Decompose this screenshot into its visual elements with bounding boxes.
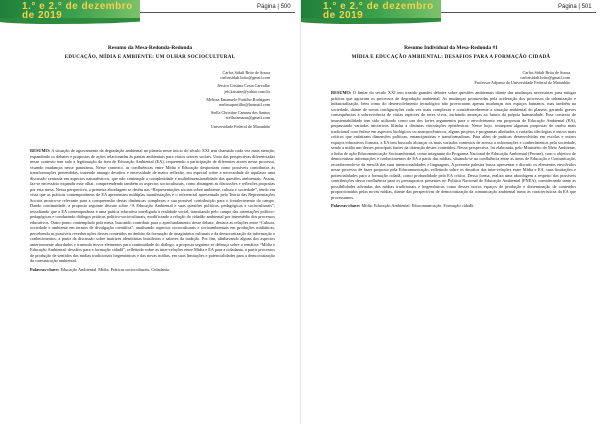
author xyxy=(206,70,270,80)
author-name: Carlos Sidali Brito de Sousa xyxy=(522,70,570,75)
author-email: carlossidali.brito@gmail.com xyxy=(220,75,270,81)
keywords-label: Palavras-chave: xyxy=(30,266,60,272)
authors-block xyxy=(206,70,270,129)
author-name: Stella Christine Camara dos Santos xyxy=(210,110,270,116)
author-name: Carlos Sidali Brito de Sousa xyxy=(222,70,270,75)
event-banner xyxy=(301,0,441,22)
page-number: Página | 500 xyxy=(257,4,291,10)
author-name: Melissa Emanuele Portilho Rodrigues xyxy=(206,96,270,102)
abstract-body xyxy=(331,90,576,209)
keywords-label: Palavras-chave: xyxy=(331,203,361,208)
authors-block xyxy=(474,70,570,86)
abstract-title: MÍDIA E EDUCAÇÃO AMBIENTAL: DESAFIOS PARA A FORMAÇÃO CIDADÃ xyxy=(351,55,551,60)
banner-text: 1.° e 2.° de dezembro de 2019 xyxy=(22,1,133,21)
keywords xyxy=(30,267,275,273)
author-email: stellacamaras@gmail.com xyxy=(225,115,270,121)
page-number: Página | 501 xyxy=(558,4,592,10)
abstract-label: RESUMO: xyxy=(331,90,352,95)
author-email: melissaportilho@hotmail.com xyxy=(219,102,270,108)
right-page xyxy=(300,0,600,424)
abstract-body xyxy=(30,148,275,272)
institution: Professor Adjunto da Universidade Federal do Maranhão xyxy=(474,80,570,86)
keywords-text: Mídia. Educação Ambiental. Educomunicação. Formação cidadã. xyxy=(361,203,474,208)
abstract-label: RESUMO: xyxy=(30,148,51,153)
institution: Universidade Federal do Maranhão xyxy=(210,123,270,129)
author xyxy=(206,110,270,120)
author xyxy=(206,83,270,93)
abstract-title: EDUCAÇÃO, MÍDIA E AMBIENTE: UM OLHAR SOCIOCULTURAL xyxy=(64,55,236,60)
header-rule xyxy=(441,12,596,13)
author-name: Jéssica Cristina Costa Carvalho xyxy=(217,83,270,89)
banner-text: 1.° e 2.° de dezembro de 2019 xyxy=(323,1,434,21)
author-email: jeh.kristine@yahoo.com.br xyxy=(224,88,270,94)
section-title: Resumo da Mesa-Redonda-Redonda xyxy=(107,45,193,51)
section-title: Resumo Individual da Mesa-Redonda #1 xyxy=(404,45,498,51)
keywords xyxy=(331,203,576,209)
abstract-text: A situação de agravamento da degradação ambiental no planeta neste início do século XXI tem chamado cada vez mais atenção, expandindo os debates e propostas de ações relacionadas às pautas ambientais para vários setores sociais. Uma das perspectivas diferenciadas nesse contexto tem sido a legitimação da área de Educação Ambiental (EA), requerendo a participação de diferentes atores nesse processo, visando mudanças nesse panorama. Nesse contexto, as confluências entre Mídia e Educação despontam como possíveis contributos às transformações pretendidas, trazendo amargo desafios e necessidade de maior reflexão, em especial sobre a necessidade de aquilatar uma discussão centrada em aspectos naturalísticos, que não contemple a complexidade e multidimensionalidade das questões ambientais. Assim, faz-se necessário expandir esse olhar, compreendendo também os aspectos socioculturais, como abrangem as discussões e reflexões propostas por esta mesa. Nessa perspectiva, a primeira abordagem se detém nas “Representações sociais sobre ambiente, cultura e sociedade”, tendo em vista que as práticas contemporâneas de EA apresentam múltiplas manifestações e o referencial apresentado pela Teoria das Representações Sociais mostra-se relevante para a compreensão destas dinâmicas complexas e sua possível contribuição para o fortalecimento do campo. Dando continuidade, a proposta seguinte discute sobre “A Educação Ambiental e suas questões políticas, pedagógicas e socioculturais”, ressaltando que a EA contemporânea é uma prática educativa interligada à realidade social, transitando pelo campo das orientações político-pedagógicas e conduzindo diálogos práticas político-socioculturais, modificando a relação do cidadão ambiental por intermédio dos processos educativos. Outro ponto contemplado pela mesa, buscando contribuir para o aprofundamento desse debate, destaca as relações entre “Cultura, sociedade e ambiente em termos de divulgação científica”, analisando aspectos socioculturais e socioambientais em produções midiáticas, percebendo as possíveis reverberações desses conteúdos no âmbito da formação de imaginários culturais e da democratização da informação e conhecimentos, a partir da discussão sobre matrizes identitárias brasileiras e saberes da tradição. Por fim, alinhavando alguns dos aspectos anteriormente abordados e trazendo novos elementos para continuidade do diálogo, a proposta seguinte se debruça sobre a temática “Mídia e Educação Ambiental: desafios para a formação cidadã”, refletindo sobre as inter-relações entre Mídia e EA para a cidadania, a partir processos de produção de sentidos das mídias tradicionais hegemônicas e das novas mídias, em suas limitações e potencialidades para a democratização da comunicação ambiental. xyxy=(30,148,275,263)
keywords-text: Educação Ambiental. Mídia. Práticas socioculturais. Cidadania. xyxy=(60,266,170,272)
abstract-text: O limiar do século XXI tem trazido grandes debates sobre questões ambientais diante das mudanças necessárias para mitigar práticas que agravam os processos de degradação ambiental. As mudanças promovidas pela aceleração dos processos de urbanização e industrialização, bem como do desenvolvimento tecnológico não provocaram apenas mudanças nos espaços humanos, mas também na sociedade, diante de novas configurações cada vez mais complexas e consideravelmente a situação ambiental do planeta, gerando graves consequências à sobrevivência de várias espécies de seres vivos, incluindo ameaças ao futuro da própria humanidade. Esse contexto de insustentabilidade tem sido utilizado como um dos fortes argumentos para o envolvimento em propostas de Educação Ambiental (EA), perpassando variadas iniciativas filiadas a distintas vinculações epistêmicas. Nesse bojo, irrompem algumas propostas de cunho mais tradicional com ênfase em aspectos biológicos ou antropocêntricos, alguns projetos e programas alinhados a variadas ideologias e outros mais críticos que enfatizam dimensões políticas, emancipatórias e transformadoras. Para além de práticas desenvolvidas em escolas e outros espaços educativos formais, a EA tem buscado alcançar os mais variados contextos de acesso a informações e conhecimentos pela sociedade, sendo a mídia um desses principais fontes da obtenção destes conteúdos. Nessa perspectiva, foi elaborada, pelo Ministério do Meio Ambiente, a linha de ação Educomunicação Socioambiental, como integrante do Programa Nacional de Educação Ambiental (Pronea), com o objetivo de democratizar informações e conhecimentos de EA a partir das mídias, situando-se na confluência entre as áreas de Educação e Comunicação, reconhecendo-se da mesclã das suas intencionalidades e linguagens. A presente palestra busca apresentar e discutir os elementos envolvidos nesse processo de fazer proposto pela Educomunicação, refletindo sobre os desafios das inter-relações entre Mídia e EA, suas limitações e potencialidades para a formação cidadã, como profundidade pela EA crítica. Dessa forma, realiza uma abordagem a respeito das possíveis contribuições dessa confluência para os pressupostos presentes no Política Nacional de Educação Ambiental (PNEA), considerando tanto as possibilidades advindas das mídias tradicionais e hegemônicas como desses novos espaços de produção e disseminação de conteúdos proporcionados pelas novas mídias, diante das perspectivas de democratização da comunicação ambiental rumo às características da EA que processamos. xyxy=(331,90,576,200)
author-email: carlossidali.brito@gmail.com xyxy=(520,75,570,81)
header-rule xyxy=(140,12,295,13)
event-banner xyxy=(0,0,140,22)
author xyxy=(206,97,270,107)
